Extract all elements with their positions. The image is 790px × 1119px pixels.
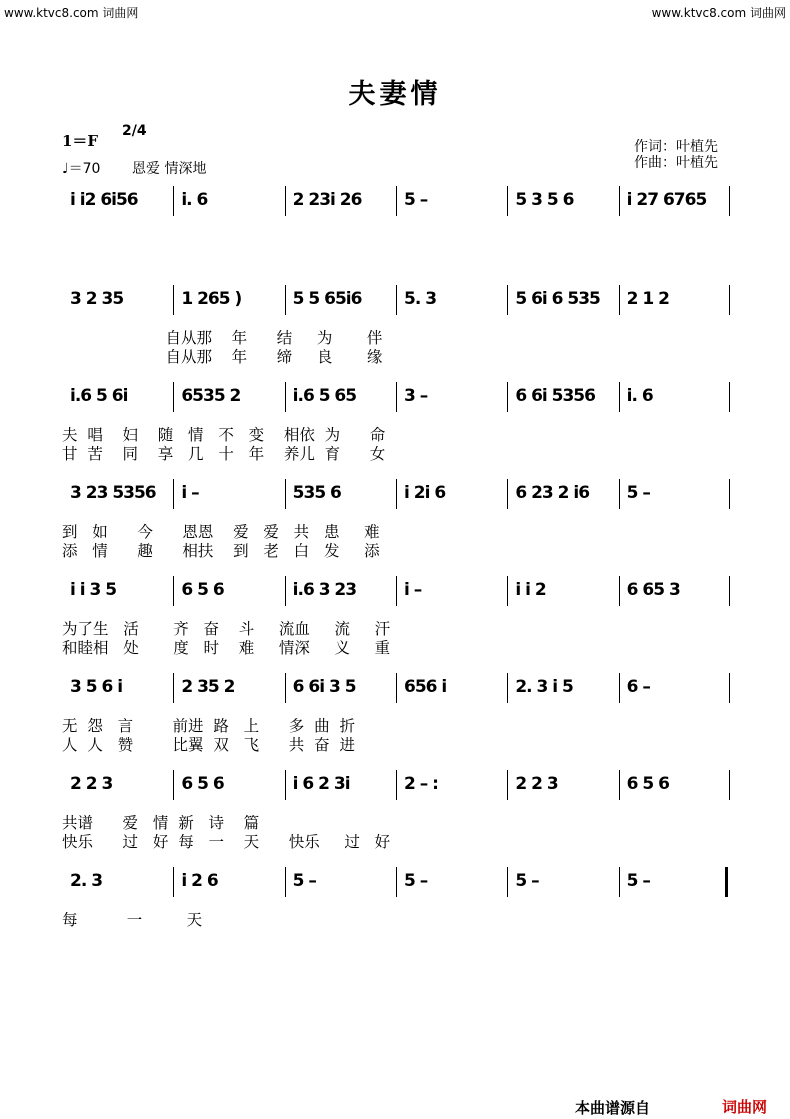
bar-line: [619, 285, 620, 315]
bar-line: [173, 382, 174, 412]
measure-notes: 5. 3: [404, 289, 437, 309]
bar-line: [285, 673, 286, 703]
bar-line: [619, 770, 620, 800]
bar-line: [285, 479, 286, 509]
bar-line: [396, 186, 397, 216]
bar-line: [729, 382, 730, 412]
measure-notes: 5 6i 6 535: [515, 289, 600, 309]
measure-notes: 656 i: [404, 677, 447, 697]
key-signature: 1＝F: [62, 132, 99, 150]
bar-line: [619, 479, 620, 509]
measure-notes: i.6 5 6i: [70, 386, 128, 406]
measure-notes: 535 6: [292, 483, 341, 503]
bar-line: [507, 382, 508, 412]
bar-line: [396, 673, 397, 703]
measure-notes: i i 2: [515, 580, 546, 600]
bar-line: [396, 770, 397, 800]
bar-line: [507, 479, 508, 509]
bar-line: [619, 576, 620, 606]
bar-line: [285, 186, 286, 216]
measure-notes: 6 5 6: [181, 774, 224, 794]
bar-line: [619, 186, 620, 216]
measure-notes: 2 2 3: [70, 774, 113, 794]
lyric-line-2: 自从那 年 缔 良 缘: [62, 348, 383, 366]
bar-line: [285, 382, 286, 412]
bar-line: [173, 867, 174, 897]
footer-logo: 词曲网: [722, 1098, 768, 1116]
measure-notes: 6 65 3: [626, 580, 680, 600]
time-signature: 2/4: [122, 123, 147, 139]
measure-notes: i. 6: [626, 386, 653, 406]
measure-notes: 3 –: [404, 386, 428, 406]
measure-notes: i i2 6i56: [70, 190, 138, 210]
expression-mark: 恩爱 情深地: [132, 161, 207, 177]
bar-line: [729, 479, 730, 509]
measure-notes: 6 5 6: [181, 580, 224, 600]
measure-notes: 1 265 ): [181, 289, 242, 309]
measure-notes: i i 3 5: [70, 580, 117, 600]
measure-notes: 5 –: [515, 871, 539, 891]
measure-notes: 2. 3: [70, 871, 103, 891]
watermark-left: www.ktvc8.com 词曲网: [4, 6, 139, 20]
measure-notes: 3 5 6 i: [70, 677, 123, 697]
measure-notes: 3 23 5356: [70, 483, 156, 503]
measure-notes: 3 2 35: [70, 289, 124, 309]
bar-line: [285, 285, 286, 315]
measure-notes: 6 –: [626, 677, 650, 697]
lyric-line-2: 和睦相 处 度 时 难 情深 义 重: [62, 639, 391, 657]
bar-line: [396, 576, 397, 606]
lyric-line-2: 快乐 过 好 每 一 天 快乐 过 好: [62, 833, 391, 851]
bar-line: [173, 673, 174, 703]
lyric-line-1: 为了生 活 齐 奋 斗 流血 流 汗: [62, 620, 391, 638]
measure-notes: 6 6i 3 5: [292, 677, 356, 697]
measure-notes: i 27 6765: [626, 190, 707, 210]
measure-notes: 5 –: [404, 871, 428, 891]
measure-notes: i. 6: [181, 190, 208, 210]
bar-line: [173, 576, 174, 606]
lyric-line-1: 每 一 天: [62, 911, 203, 929]
measure-notes: 6 23 2 i6: [515, 483, 590, 503]
bar-line: [507, 673, 508, 703]
measure-notes: i –: [404, 580, 422, 600]
composer-credit: 作曲：叶植先: [634, 155, 718, 171]
measure-notes: i.6 5 65: [292, 386, 357, 406]
measure-notes: 2 23i 26: [292, 190, 362, 210]
measure-notes: i 6 2 3i: [292, 774, 350, 794]
measure-notes: 6535 2: [181, 386, 241, 406]
bar-line: [285, 770, 286, 800]
measure-notes: 2 35 2: [181, 677, 235, 697]
bar-line: [507, 867, 508, 897]
bar-line: [619, 673, 620, 703]
bar-line: [285, 867, 286, 897]
measure-notes: 5 –: [626, 483, 650, 503]
lyric-line-2: 甘 苦 同 享 几 十 年 养儿 育 女: [62, 445, 386, 463]
measure-notes: 6 5 6: [626, 774, 669, 794]
lyric-line-1: 到 如 今 恩恩 爱 爱 共 患 难: [62, 523, 380, 541]
measure-notes: i –: [181, 483, 199, 503]
bar-line: [729, 285, 730, 315]
measure-notes: 2 2 3: [515, 774, 558, 794]
measure-notes: i 2i 6: [404, 483, 446, 503]
lyricist-credit: 作词：叶植先: [634, 139, 718, 155]
bar-line: [507, 186, 508, 216]
footer-source-text: 本曲谱源自: [575, 1099, 651, 1117]
bar-line: [173, 186, 174, 216]
lyric-line-2: 添 情 趣 相扶 到 老 白 发 添: [62, 542, 380, 560]
measure-notes: i.6 3 23: [292, 580, 357, 600]
measure-notes: 5 3 5 6: [515, 190, 574, 210]
lyric-line-1: 自从那 年 结 为 伴: [62, 329, 383, 347]
watermark-right: www.ktvc8.com 词曲网: [651, 6, 786, 20]
bar-line: [507, 285, 508, 315]
bar-line: [507, 576, 508, 606]
lyric-line-1: 共谱 爱 情 新 诗 篇: [62, 814, 260, 832]
lyric-line-1: 夫 唱 妇 随 情 不 变 相依 为 命: [62, 426, 386, 444]
bar-line: [619, 867, 620, 897]
measure-notes: 6 6i 5356: [515, 386, 595, 406]
measure-notes: i 2 6: [181, 871, 218, 891]
measure-notes: 5 –: [626, 871, 650, 891]
measure-notes: 2 – :: [404, 774, 438, 794]
bar-line: [396, 285, 397, 315]
measure-notes: 2. 3 i 5: [515, 677, 573, 697]
bar-line: [285, 576, 286, 606]
bar-line: [173, 285, 174, 315]
measure-notes: 5 –: [292, 871, 316, 891]
bar-line: [729, 673, 730, 703]
lyric-line-1: 无 怨 言 前进 路 上 多 曲 折: [62, 717, 355, 735]
bar-line: [396, 867, 397, 897]
measure-notes: 5 –: [404, 190, 428, 210]
lyric-line-2: 人 人 赞 比翼 双 飞 共 奋 进: [62, 736, 355, 754]
bar-line: [507, 770, 508, 800]
measure-notes: 5 5 65i6: [292, 289, 362, 309]
bar-line: [729, 576, 730, 606]
bar-line: [173, 479, 174, 509]
bar-line: [729, 770, 730, 800]
measure-notes: 2 1 2: [626, 289, 669, 309]
bar-line: [619, 382, 620, 412]
bar-line: [396, 479, 397, 509]
page-title: 夫妻情: [348, 79, 442, 110]
bar-line: [729, 186, 730, 216]
bar-line: [396, 382, 397, 412]
final-bar-line: [725, 867, 728, 897]
tempo-mark: ♩＝70: [62, 161, 101, 177]
bar-line: [173, 770, 174, 800]
